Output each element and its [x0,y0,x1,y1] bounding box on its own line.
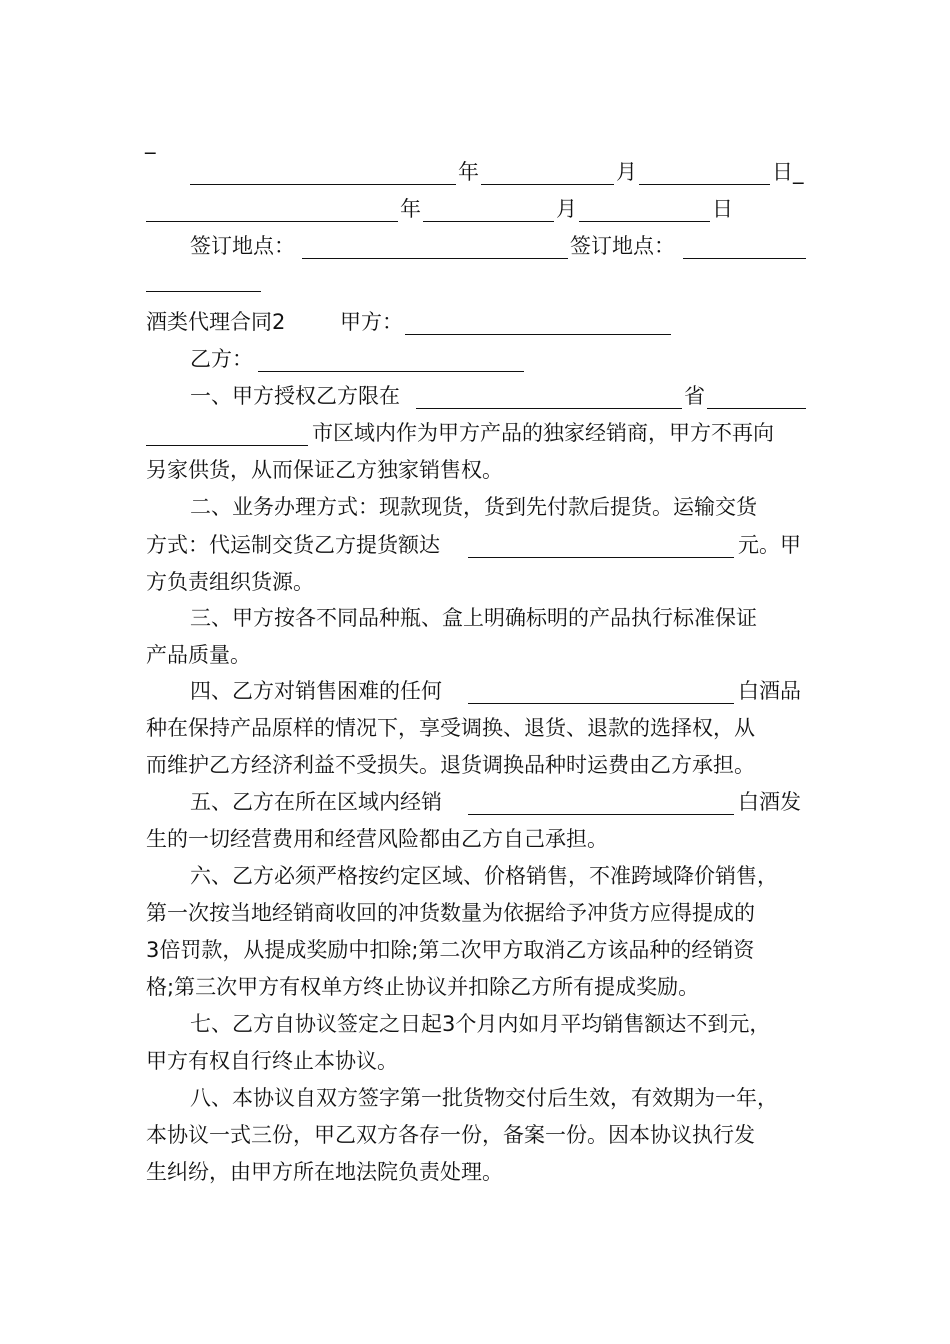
clause-1-line-2 [0,415,950,452]
date-line-1 [0,154,950,191]
clause-text: 八、本协议自双方签字第一批货物交付后生效，有效期为一年， [190,1086,778,1110]
sign-place-line [0,228,950,265]
clause-text: 而维护乙方经济利益不受损失。退货调换品种时运费由乙方承担。 [146,753,755,777]
clause-text: 四、乙方对销售困难的任何 [190,679,442,703]
clause-text: 白酒品 [738,679,801,703]
clause-2-line-1 [0,489,950,526]
day-label: 日_ [772,160,804,184]
clause-text: 方负责组织货源。 [146,570,314,594]
month-label: 月 [616,160,637,184]
clause-3-line-1 [0,600,950,637]
clause-8-line-3 [0,1154,950,1191]
product-blank[interactable] [468,703,734,704]
clause-text: 生的一切经营费用和经营风险都由乙方自己承担。 [146,827,608,851]
party-b-blank[interactable] [258,371,524,372]
clause-6-line-3 [0,932,950,969]
clause-text: 市区域内作为甲方产品的独家经销商，甲方不再向 [312,421,774,445]
clause-text: 一、甲方授权乙方限在 [190,384,400,408]
year-label: 年 [400,197,421,221]
date-blank[interactable] [190,184,456,185]
clause-text: 方式：代运制交货乙方提货额达 [146,533,440,557]
sign-place-blank[interactable] [302,258,568,259]
sign-place-line-cont [0,265,950,302]
clause-text: 种在保持产品原样的情况下，享受调换、退货、退款的选择权，从 [146,716,755,740]
date-blank[interactable] [146,221,398,222]
form-dash: _ [145,130,156,154]
clause-2-line-3 [0,564,950,601]
clause-6-line-2 [0,895,950,932]
year-label: 年 [458,160,479,184]
day-blank[interactable] [639,184,770,185]
clause-8-line-2 [0,1117,950,1154]
clause-text: 二、业务办理方式：现款现货，货到先付款后提货。运输交货 [190,495,757,519]
sign-place-label: 签订地点： [570,234,675,258]
month-label: 月 [556,197,577,221]
day-label: 日 [712,197,733,221]
clause-text: 白酒发 [738,790,801,814]
clause-text: 甲方有权自行终止本协议。 [146,1049,398,1073]
clause-text: 五、乙方在所在区域内经销 [190,790,442,814]
clause-text: 第一次按当地经销商收回的冲货数量为依据给予冲货方应得提成的 [146,901,755,925]
clause-text: 格;第三次甲方有权单方终止协议并扣除乙方所有提成奖励。 [146,975,700,999]
clause-6-line-4 [0,969,950,1006]
clause-1-line-3 [0,452,950,489]
clause-5-line-2 [0,821,950,858]
clause-text: 本协议一式三份，甲乙双方各存一份，备案一份。因本协议执行发 [146,1123,755,1147]
month-blank[interactable] [481,184,614,185]
clause-2-line-2 [0,527,950,564]
clause-text: 六、乙方必须严格按约定区域、价格销售，不准跨域降价销售， [190,864,778,888]
clause-text: 省 [684,384,705,408]
clause-5-line-1 [0,784,950,821]
clause-text: 三、甲方按各不同品种瓶、盒上明确标明的产品执行标准保证 [190,606,757,630]
clause-text: 生纠纷，由甲方所在地法院负责处理。 [146,1160,503,1184]
clause-7-line-1 [0,1006,950,1043]
amount-blank[interactable] [468,557,734,558]
clause-text: 另家供货，从而保证乙方独家销售权。 [146,458,503,482]
day-blank[interactable] [579,221,710,222]
clause-1-line-1 [0,378,950,415]
clause-4-line-2 [0,710,950,747]
party-b-line [0,341,950,378]
party-b-label: 乙方： [190,347,253,371]
sign-place-blank[interactable] [683,258,806,259]
title-line [0,304,950,341]
sign-place-blank[interactable] [146,291,261,292]
month-blank[interactable] [423,221,554,222]
clause-8-line-1 [0,1080,950,1117]
clause-text: 七、乙方自协议签定之日起3个月内如月平均销售额达不到元， [190,1012,771,1036]
clause-text: 产品质量。 [146,643,251,667]
province-blank[interactable] [707,408,806,409]
clause-text: 3倍罚款，从提成奖励中扣除;第二次甲方取消乙方该品种的经销资 [146,938,755,962]
clause-3-line-2 [0,637,950,674]
clause-7-line-2 [0,1043,950,1080]
sign-place-label: 签订地点： [190,234,295,258]
province-blank[interactable] [146,445,308,446]
date-line-2 [0,191,950,228]
clause-4-line-1 [0,673,950,710]
clause-6-line-1 [0,858,950,895]
clause-4-line-3 [0,747,950,784]
party-a-blank[interactable] [405,334,671,335]
product-blank[interactable] [468,814,734,815]
region-blank[interactable] [416,408,682,409]
contract-title: 酒类代理合同2 [146,310,286,334]
clause-text: 元。甲 [738,533,801,557]
party-a-label: 甲方： [340,310,403,334]
